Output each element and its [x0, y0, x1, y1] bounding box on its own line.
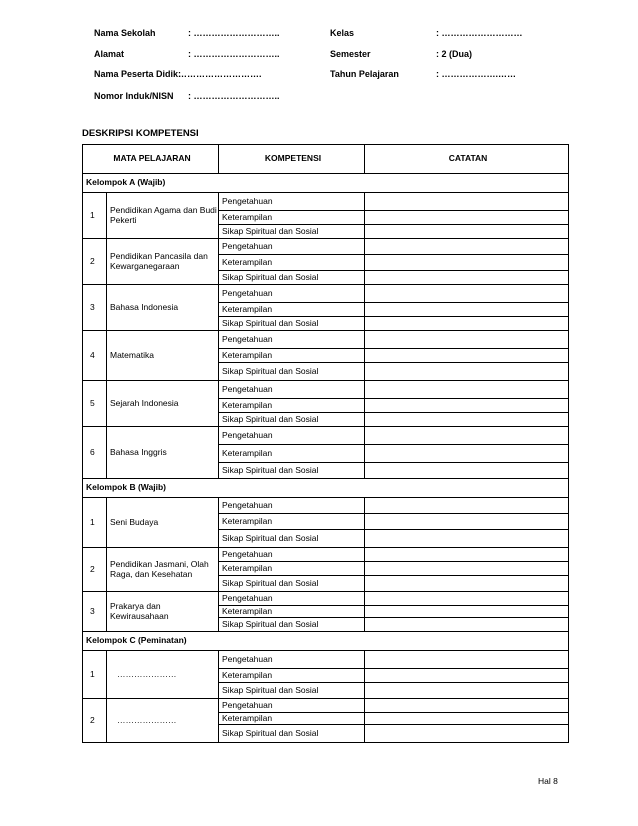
note-cell[interactable]: [365, 413, 569, 427]
group-row: [83, 479, 569, 498]
header-label-nama-sekolah: Nama Sekolah: [94, 28, 156, 38]
note-cell[interactable]: [365, 576, 569, 592]
table-row: [83, 548, 569, 562]
competency-label: Sikap Spiritual dan Sosial: [219, 576, 365, 592]
subject-number: 2: [83, 699, 107, 743]
subject-name: Bahasa Indonesia: [107, 285, 219, 331]
column-header-catatan: CATATAN: [365, 145, 569, 174]
group-label: Kelompok B (Wajib): [83, 479, 569, 498]
competency-label: Keterampilan: [219, 399, 365, 413]
table-row: [83, 285, 569, 303]
note-cell[interactable]: [365, 548, 569, 562]
subject-number: 3: [83, 592, 107, 632]
competency-label: Pengetahuan: [219, 699, 365, 713]
competency-label: Keterampilan: [219, 606, 365, 618]
competency-label: Keterampilan: [219, 713, 365, 725]
subject-name: Prakarya dan Kewirausahaan: [107, 592, 219, 632]
note-cell[interactable]: [365, 725, 569, 743]
competency-label: Pengetahuan: [219, 498, 365, 514]
subject-name: …………………: [107, 699, 219, 743]
table-row: [83, 427, 569, 445]
competency-label: Pengetahuan: [219, 285, 365, 303]
note-cell[interactable]: [365, 317, 569, 331]
competency-label: Pengetahuan: [219, 239, 365, 255]
competency-label: Pengetahuan: [219, 548, 365, 562]
page-number: Hal 8: [538, 776, 558, 786]
header-value-nama-peserta: ……………………….: [178, 69, 262, 79]
subject-name: Sejarah Indonesia: [107, 381, 219, 427]
table-header-row: [83, 145, 569, 174]
group-row: [83, 174, 569, 193]
note-cell[interactable]: [365, 427, 569, 445]
competency-label: Pengetahuan: [219, 651, 365, 669]
header-value-kelas: : ………………………: [436, 28, 523, 38]
competency-label: Sikap Spiritual dan Sosial: [219, 317, 365, 331]
note-cell[interactable]: [365, 592, 569, 606]
competency-label: Pengetahuan: [219, 592, 365, 606]
note-cell[interactable]: [365, 530, 569, 548]
competency-label: Sikap Spiritual dan Sosial: [219, 618, 365, 632]
group-label: Kelompok C (Peminatan): [83, 632, 569, 651]
note-cell[interactable]: [365, 699, 569, 713]
note-cell[interactable]: [365, 271, 569, 285]
subject-number: 5: [83, 381, 107, 427]
note-cell[interactable]: [365, 303, 569, 317]
competency-label: Keterampilan: [219, 514, 365, 530]
competency-label: Pengetahuan: [219, 381, 365, 399]
note-cell[interactable]: [365, 381, 569, 399]
header-value-nama-sekolah: : ………………………..: [188, 28, 280, 38]
table-row: [83, 699, 569, 713]
note-cell[interactable]: [365, 669, 569, 683]
competency-label: Keterampilan: [219, 669, 365, 683]
note-cell[interactable]: [365, 225, 569, 239]
note-cell[interactable]: [365, 349, 569, 363]
header-label-tahun: Tahun Pelajaran: [330, 69, 399, 79]
subject-number: 4: [83, 331, 107, 381]
header-label-nama-peserta: Nama Peserta Didik:: [94, 69, 182, 79]
competency-table: [82, 144, 569, 743]
subject-number: 2: [83, 548, 107, 592]
competency-label: Keterampilan: [219, 562, 365, 576]
subject-number: 2: [83, 239, 107, 285]
subject-number: 1: [83, 651, 107, 699]
note-cell[interactable]: [365, 211, 569, 225]
competency-label: Keterampilan: [219, 349, 365, 363]
group-row: [83, 632, 569, 651]
table-row: [83, 193, 569, 211]
competency-label: Pengetahuan: [219, 427, 365, 445]
note-cell[interactable]: [365, 193, 569, 211]
note-cell[interactable]: [365, 445, 569, 463]
competency-label: Sikap Spiritual dan Sosial: [219, 271, 365, 285]
note-cell[interactable]: [365, 713, 569, 725]
note-cell[interactable]: [365, 399, 569, 413]
table-row: [83, 381, 569, 399]
note-cell[interactable]: [365, 651, 569, 669]
table-row: [83, 651, 569, 669]
competency-label: Sikap Spiritual dan Sosial: [219, 683, 365, 699]
subject-name: Pendidikan Agama dan Budi Pekerti: [107, 193, 219, 239]
competency-label: Keterampilan: [219, 445, 365, 463]
subject-name: Matematika: [107, 331, 219, 381]
subject-name: Pendidikan Jasmani, Olah Raga, dan Kesehatan: [107, 548, 219, 592]
note-cell[interactable]: [365, 463, 569, 479]
header-value-nisn: : ………………………..: [188, 91, 280, 101]
subject-number: 1: [83, 193, 107, 239]
note-cell[interactable]: [365, 255, 569, 271]
competency-label: Sikap Spiritual dan Sosial: [219, 413, 365, 427]
note-cell[interactable]: [365, 331, 569, 349]
column-header-mata-pelajaran: MATA PELAJARAN: [83, 145, 219, 174]
note-cell[interactable]: [365, 683, 569, 699]
table-row: [83, 592, 569, 606]
competency-label: Pengetahuan: [219, 331, 365, 349]
subject-name: Seni Budaya: [107, 498, 219, 548]
competency-label: Keterampilan: [219, 255, 365, 271]
table-row: [83, 239, 569, 255]
group-label: Kelompok A (Wajib): [83, 174, 569, 193]
header-value-tahun: : ……………….……: [436, 69, 516, 79]
header-label-nisn: Nomor Induk/NISN: [94, 91, 174, 101]
table-row: [83, 498, 569, 514]
header-label-alamat: Alamat: [94, 49, 125, 59]
header-value-alamat: : ………………………..: [188, 49, 280, 59]
note-cell[interactable]: [365, 562, 569, 576]
note-cell[interactable]: [365, 498, 569, 514]
subject-number: 1: [83, 498, 107, 548]
note-cell[interactable]: [365, 606, 569, 618]
section-title: DESKRIPSI KOMPETENSI: [82, 128, 199, 139]
note-cell[interactable]: [365, 514, 569, 530]
competency-label: Sikap Spiritual dan Sosial: [219, 530, 365, 548]
competency-label: Pengetahuan: [219, 193, 365, 211]
competency-label: Sikap Spiritual dan Sosial: [219, 363, 365, 381]
subject-number: 3: [83, 285, 107, 331]
header-label-semester: Semester: [330, 49, 371, 59]
subject-number: 6: [83, 427, 107, 479]
competency-label: Keterampilan: [219, 303, 365, 317]
subject-name: …………………: [107, 651, 219, 699]
header-value-semester: : 2 (Dua): [436, 49, 472, 59]
table-row: [83, 331, 569, 349]
note-cell[interactable]: [365, 618, 569, 632]
note-cell[interactable]: [365, 285, 569, 303]
subject-name: Bahasa Inggris: [107, 427, 219, 479]
competency-label: Keterampilan: [219, 211, 365, 225]
competency-label: Sikap Spiritual dan Sosial: [219, 725, 365, 743]
note-cell[interactable]: [365, 239, 569, 255]
header-label-kelas: Kelas: [330, 28, 355, 38]
note-cell[interactable]: [365, 363, 569, 381]
competency-label: Sikap Spiritual dan Sosial: [219, 225, 365, 239]
column-header-kompetensi: KOMPETENSI: [219, 145, 365, 174]
subject-name: Pendidikan Pancasila dan Kewarganegaraan: [107, 239, 219, 285]
competency-label: Sikap Spiritual dan Sosial: [219, 463, 365, 479]
